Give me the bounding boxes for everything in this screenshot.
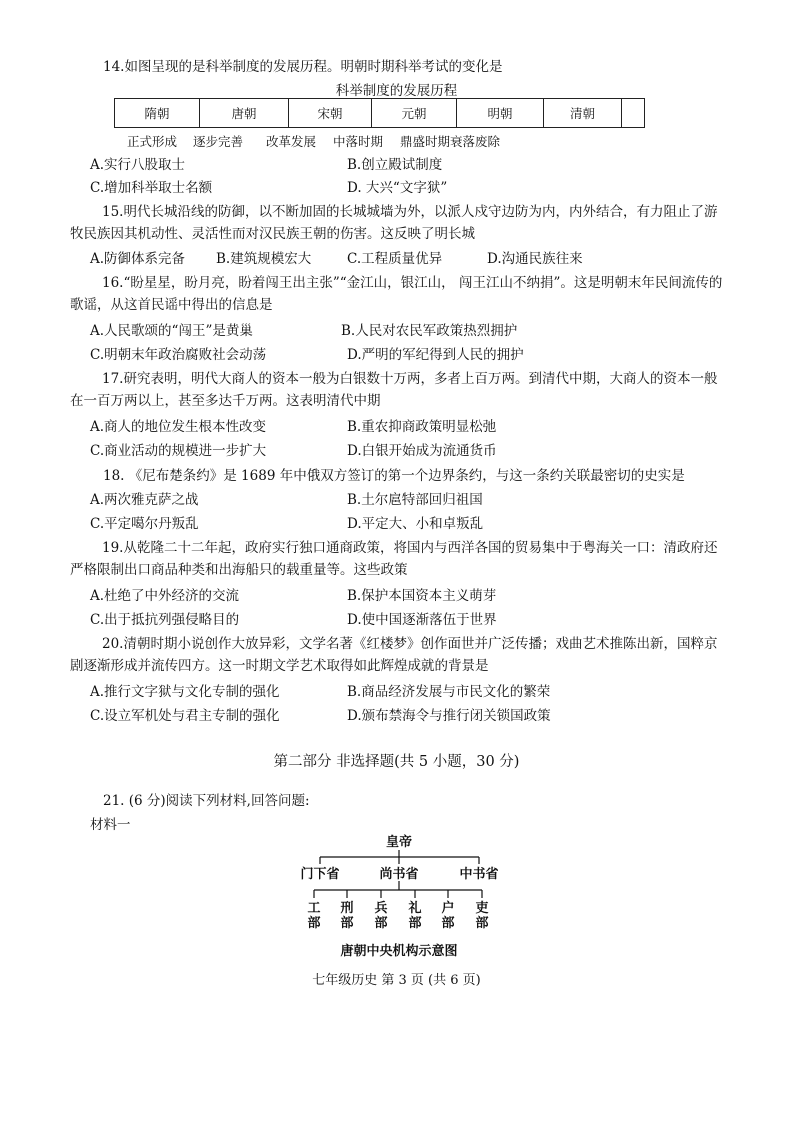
ministry-label: 礼部 <box>408 901 422 931</box>
q18-option-d[interactable]: D.平定大、小和卓叛乱 <box>347 516 484 532</box>
stage-label: 逐步完善 <box>193 134 244 149</box>
q15-stem: 15.明代长城沿线的防御，以不断加固的长城城墙为外，以派人戍守边防为内，内外结合，有力阻止了游牧民族因其机动性、灵活性而对汉民族王朝的伤害。这反映了明长城 <box>70 204 718 242</box>
dynasty-cell: 宋朝 <box>289 99 372 128</box>
q19-stem: 19.从乾隆二十二年起，政府实行独口通商政策，将国内与西洋各国的贸易集中于粤海关一口：清政府还严格限制出口商品种类和出海船只的载重量等。这些政策 <box>70 540 718 578</box>
stage-label: 改革发展 <box>266 134 317 149</box>
page-footer: 七年级历史 第 3 页 (共 6 页) <box>312 973 481 988</box>
q17-option-c[interactable]: C.商业活动的规模进一步扩大 <box>90 443 267 459</box>
dynasty-cell: 清朝 <box>544 99 622 128</box>
q16-option-d[interactable]: D.严明的军纪得到人民的拥护 <box>347 347 524 363</box>
q14-option-b[interactable]: B.创立殿试制度 <box>347 157 443 173</box>
material-label: 材料一 <box>90 817 131 833</box>
ministries-group <box>307 900 488 931</box>
tang-government-diagram <box>290 828 510 968</box>
q17-option-a[interactable]: A.商人的地位发生根本性改变 <box>90 419 267 435</box>
q14-option-a[interactable]: A.实行八股取士 <box>90 157 186 173</box>
zhongshu-label: 中书省 <box>459 867 499 882</box>
dynasty-cell: 元朝 <box>372 99 457 128</box>
q14-option-c[interactable]: C.增加科举取士名额 <box>90 180 213 196</box>
q19-option-d[interactable]: D.使中国逐渐落伍于世界 <box>347 612 497 628</box>
diagram-caption: 唐朝中央机构示意图 <box>340 944 458 959</box>
q15-option-b[interactable]: B.建筑规模宏大 <box>216 251 312 267</box>
q20-stem: 20.清朝时期小说创作大放异彩，文学名著《红楼梦》创作面世并广泛传播；戏曲艺术推陈出新，国粹京剧逐渐形成并流传四方。这一时期文学艺术取得如此辉煌成就的背景是 <box>70 636 718 674</box>
section-heading: 第二部分 非选择题(共 5 小题，30 分) <box>273 754 520 770</box>
q16-option-a[interactable]: A.人民歌颂的“闯王”是黄巢 <box>90 323 253 339</box>
q14-stem: 14.如图呈现的是科举制度的发展历程。明朝时期科举考试的变化是 <box>103 59 503 75</box>
q15-option-d[interactable]: D.沟通民族往来 <box>487 251 583 267</box>
ministry-label: 刑部 <box>340 901 354 931</box>
q19-option-a[interactable]: A.杜绝了中外经济的交流 <box>90 588 240 604</box>
q20-option-c[interactable]: C.设立军机处与君主专制的强化 <box>90 708 280 724</box>
dynasty-table <box>114 98 645 128</box>
ministry-label: 兵部 <box>374 901 388 931</box>
stage-label: 鼎盛时期衰落废除 <box>400 134 501 149</box>
q21-stem: 21. (6 分)阅读下列材料,回答问题: <box>103 793 310 809</box>
dynasty-cell <box>622 99 645 128</box>
q18-stem: 18. 《尼布楚条约》是 1689 年中俄双方签订的第一个边界条约，与这一条约关联最密切的史实是 <box>103 468 685 484</box>
q16-stem: 16.“盼星星，盼月亮，盼着闯王出主张”“金江山，银江山， 闯王江山不纳捐”。这是明朝末年民间流传的歌谣，从这首民谣中得出的信息是 <box>70 275 723 313</box>
menxia-label: 门下省 <box>300 867 340 882</box>
q16-option-c[interactable]: C.明朝末年政治腐败社会动荡 <box>90 347 267 363</box>
q15-option-a[interactable]: A.防御体系完备 <box>90 251 186 267</box>
q14-table-title: 科举制度的发展历程 <box>335 83 458 99</box>
stage-label: 正式形成 <box>127 134 178 149</box>
dynasty-cell: 唐朝 <box>200 99 289 128</box>
q18-option-b[interactable]: B.土尔扈特部回归祖国 <box>347 492 483 508</box>
ministry-label: 吏部 <box>475 901 489 931</box>
q17-option-b[interactable]: B.重农抑商政策明显松弛 <box>347 419 497 435</box>
q14-option-d[interactable]: D. 大兴“文字狱” <box>347 180 448 196</box>
q20-option-a[interactable]: A.推行文字狱与文化专制的强化 <box>90 684 280 700</box>
shangshu-label: 尚书省 <box>379 867 419 882</box>
q18-option-c[interactable]: C.平定噶尔丹叛乱 <box>90 516 199 532</box>
q16-option-b[interactable]: B.人民对农民军政策热烈拥护 <box>341 323 518 339</box>
emperor-label: 皇帝 <box>385 835 413 850</box>
q19-option-b[interactable]: B.保护本国资本主义萌芽 <box>347 588 497 604</box>
stage-label: 中落时期 <box>333 134 384 149</box>
q17-stem: 17.研究表明，明代大商人的资本一般为白银数十万两，多者上百万两。到清代中期，大商人的资本一般在一百万两以上，甚至多达千万两。这表明清代中期 <box>70 371 718 409</box>
q15-option-c[interactable]: C.工程质量优异 <box>347 251 443 267</box>
q20-option-b[interactable]: B.商品经济发展与市民文化的繁荣 <box>347 684 551 700</box>
dynasty-cell: 隋朝 <box>115 99 200 128</box>
q20-option-d[interactable]: D.颁布禁海令与推行闭关锁国政策 <box>347 708 551 724</box>
q18-option-a[interactable]: A.两次雅克萨之战 <box>90 492 199 508</box>
q17-option-d[interactable]: D.白银开始成为流通货币 <box>347 443 497 459</box>
ministry-label: 户部 <box>441 901 455 931</box>
q19-option-c[interactable]: C.出于抵抗列强侵略目的 <box>90 612 240 628</box>
dynasty-cell: 明朝 <box>457 99 544 128</box>
ministry-label: 工部 <box>307 901 321 931</box>
